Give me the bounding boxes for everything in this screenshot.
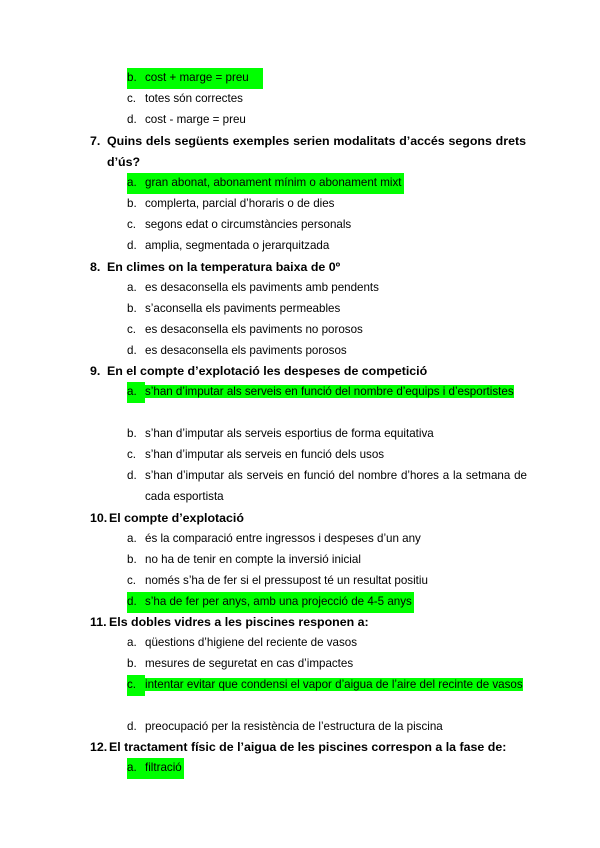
option-letter: a. bbox=[127, 173, 145, 194]
option-text bbox=[145, 382, 527, 403]
option-letter: b. bbox=[127, 553, 137, 566]
option-text: complerta, parcial d’horaris o de dies bbox=[145, 197, 335, 210]
option-letter: d. bbox=[127, 113, 137, 126]
option-text: segons edat o circumstàncies personals bbox=[145, 218, 352, 231]
option-letter: c. bbox=[127, 323, 137, 336]
option-text: qüestions d’higiene del reciente de vasos bbox=[145, 636, 358, 649]
option-letter: c. bbox=[127, 574, 137, 587]
option-text: es desaconsella els paviments no porosos bbox=[145, 323, 363, 336]
list-item bbox=[127, 466, 527, 508]
option-letter: d. bbox=[127, 239, 137, 252]
option-letter: b. bbox=[127, 68, 145, 89]
option-text: s’aconsella els paviments permeables bbox=[145, 302, 341, 315]
option-letter: a. bbox=[127, 636, 137, 649]
question-number: 8. bbox=[90, 260, 101, 274]
question-text: En el compte d’explotació les despeses de competició bbox=[107, 364, 428, 378]
option-letter: a. bbox=[127, 532, 137, 545]
question-text: El compte d’explotació bbox=[109, 511, 244, 525]
question-text: Quins dels següents exemples serien modalitats d’accés segons drets d’ús? bbox=[107, 134, 526, 169]
option-letter: d. bbox=[127, 344, 137, 357]
list-item bbox=[127, 675, 527, 717]
option-text: s’han d’imputar als serveis en funció del nombre d’hores a la setmana de cada esportista bbox=[145, 469, 527, 503]
option-text: mesures de seguretat en cas d’impactes bbox=[145, 657, 354, 670]
option-letter: c. bbox=[127, 675, 145, 696]
option-letter: a. bbox=[127, 758, 145, 779]
option-text: filtració bbox=[145, 758, 184, 779]
option-text: totes són correctes bbox=[145, 92, 243, 105]
option-letter: c. bbox=[127, 218, 137, 231]
option-text: amplia, segmentada o jerarquitzada bbox=[145, 239, 330, 252]
option-text: només s’ha de fer si el pressupost té un resultat positiu bbox=[145, 574, 428, 587]
question-text: El tractament físic de l’aigua de les piscines correspon a la fase de: bbox=[109, 740, 507, 754]
highlighted-answer: s’han d’imputar als serveis en funció del nombre d’equips i d’esportistes bbox=[145, 385, 514, 398]
option-letter: b. bbox=[127, 657, 137, 670]
question-number: 12. bbox=[90, 740, 108, 754]
highlighted-answer: intentar evitar que condensi el vapor d’aigua de l’aire del recinte de vasos bbox=[145, 678, 523, 691]
question-text: En climes on la temperatura baixa de 0º bbox=[107, 260, 341, 274]
option-text: cost + marge = preu bbox=[145, 68, 263, 89]
question-number: 7. bbox=[90, 134, 101, 148]
option-letter: b. bbox=[127, 302, 137, 315]
question-number: 11. bbox=[90, 615, 107, 629]
option-text: cost - marge = preu bbox=[145, 113, 246, 126]
question-text: Els dobles vidres a les piscines responen a: bbox=[109, 615, 369, 629]
list-item bbox=[127, 382, 527, 424]
option-letter: c. bbox=[127, 448, 137, 461]
question bbox=[90, 257, 526, 278]
option-letter: a. bbox=[127, 281, 137, 294]
option-letter: c. bbox=[127, 92, 137, 105]
question bbox=[90, 361, 526, 382]
question-number: 10. bbox=[90, 511, 108, 525]
question-number: 9. bbox=[90, 364, 101, 378]
option-text: s’han d’imputar als serveis en funció dels usos bbox=[145, 448, 385, 461]
question bbox=[90, 737, 526, 758]
option-text: preocupació per la resistència de l’estructura de la piscina bbox=[145, 720, 443, 733]
option-letter: b. bbox=[127, 197, 137, 210]
option-letter: a. bbox=[127, 382, 145, 403]
option-text: gran abonat, abonament mínim o abonament mixt bbox=[145, 173, 404, 194]
option-text: és la comparació entre ingressos i despeses d’un any bbox=[145, 532, 421, 545]
option-letter: d. bbox=[127, 469, 137, 482]
option-text: es desaconsella els paviments amb pendents bbox=[145, 281, 379, 294]
question bbox=[90, 612, 526, 633]
option-text: es desaconsella els paviments porosos bbox=[145, 344, 347, 357]
option-text bbox=[145, 675, 527, 696]
option-text: s’han d’imputar als serveis esportius de forma equitativa bbox=[145, 427, 434, 440]
option-text: s’ha de fer per anys, amb una projecció de 4-5 anys bbox=[145, 592, 414, 613]
option-text: no ha de tenir en compte la inversió inicial bbox=[145, 553, 361, 566]
option-letter: d. bbox=[127, 592, 145, 613]
option-letter: d. bbox=[127, 720, 137, 733]
question bbox=[90, 508, 526, 529]
option-letter: b. bbox=[127, 427, 137, 440]
question bbox=[90, 131, 526, 173]
